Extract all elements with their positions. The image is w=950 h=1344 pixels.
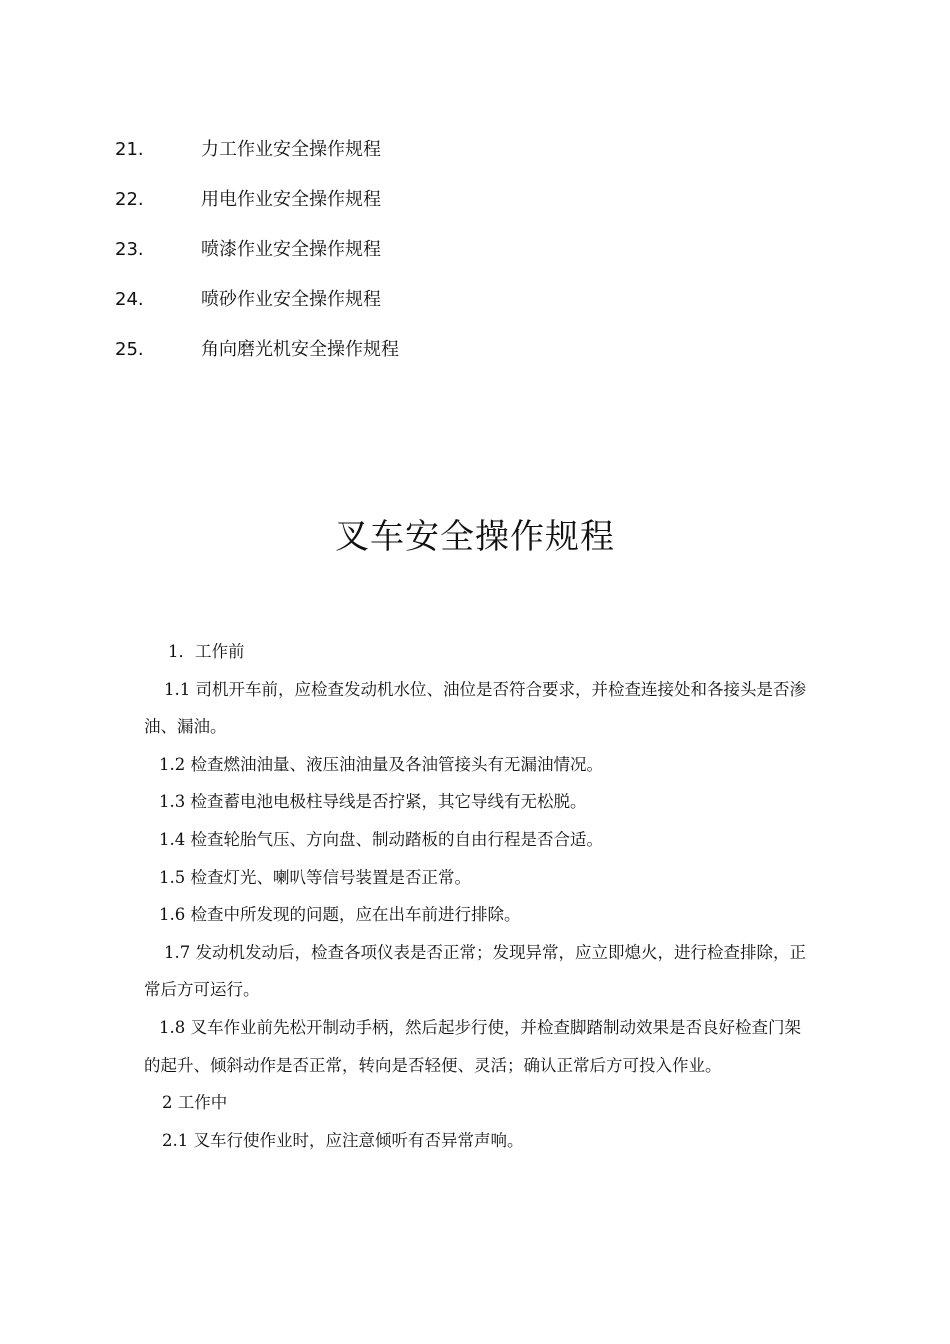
document-title: 叉车安全操作规程 xyxy=(335,517,615,557)
toc-item-number: 23. xyxy=(115,239,144,260)
section-heading: 2 工作中 xyxy=(162,1093,228,1113)
section-heading: 1．工作前 xyxy=(168,642,245,661)
toc-item-title: 喷砂作业安全操作规程 xyxy=(201,289,381,310)
toc-item-number: 21. xyxy=(115,139,144,160)
document-body xyxy=(144,633,809,1159)
paragraph: 2.1 叉车行使作业时，应注意倾听有否异常声响。 xyxy=(162,1130,524,1150)
paragraph: 1.3 检查蓄电池电极柱导线是否拧紧，其它导线有无松脱。 xyxy=(159,792,587,812)
paragraph: 1.7 发动机发动后，检查各项仪表是否正常；发现异常，应立即熄火，进行检查排除，正常后方可运行。 xyxy=(144,942,806,1000)
toc-item xyxy=(115,334,715,384)
paragraph: 1.2 检查燃油油量、液压油油量及各油管接头有无漏油情况。 xyxy=(159,754,603,774)
toc-item-title: 用电作业安全操作规程 xyxy=(201,189,381,210)
toc-item-number: 24. xyxy=(115,289,144,310)
toc-item-number: 22. xyxy=(115,189,144,210)
toc-item xyxy=(115,284,715,334)
toc-item xyxy=(115,134,715,184)
toc-item xyxy=(115,184,715,234)
toc-item-title: 角向磨光机安全操作规程 xyxy=(201,339,399,360)
paragraph: 1.1 司机开车前，应检查发动机水位、油位是否符合要求，并检查连接处和各接头是否渗油、漏油。 xyxy=(144,679,806,737)
toc-item-number: 25. xyxy=(115,339,144,360)
toc-item-title: 喷漆作业安全操作规程 xyxy=(201,239,381,260)
paragraph: 1.6 检查中所发现的问题，应在出车前进行排除。 xyxy=(159,905,521,925)
paragraph: 1.5 检查灯光、喇叭等信号装置是否正常。 xyxy=(159,867,471,887)
paragraph: 1.4 检查轮胎气压、方向盘、制动踏板的自由行程是否合适。 xyxy=(159,829,603,849)
toc-item xyxy=(115,234,715,284)
paragraph: 1.8 叉车作业前先松开制动手柄，然后起步行使，并检查脚踏制动效果是否良好检查门架的起升、倾斜动作是否正常，转向是否轻便、灵活；确认正常后方可投入作业。 xyxy=(144,1017,801,1075)
table-of-contents xyxy=(115,134,715,384)
toc-item-title: 力工作业安全操作规程 xyxy=(201,139,381,160)
